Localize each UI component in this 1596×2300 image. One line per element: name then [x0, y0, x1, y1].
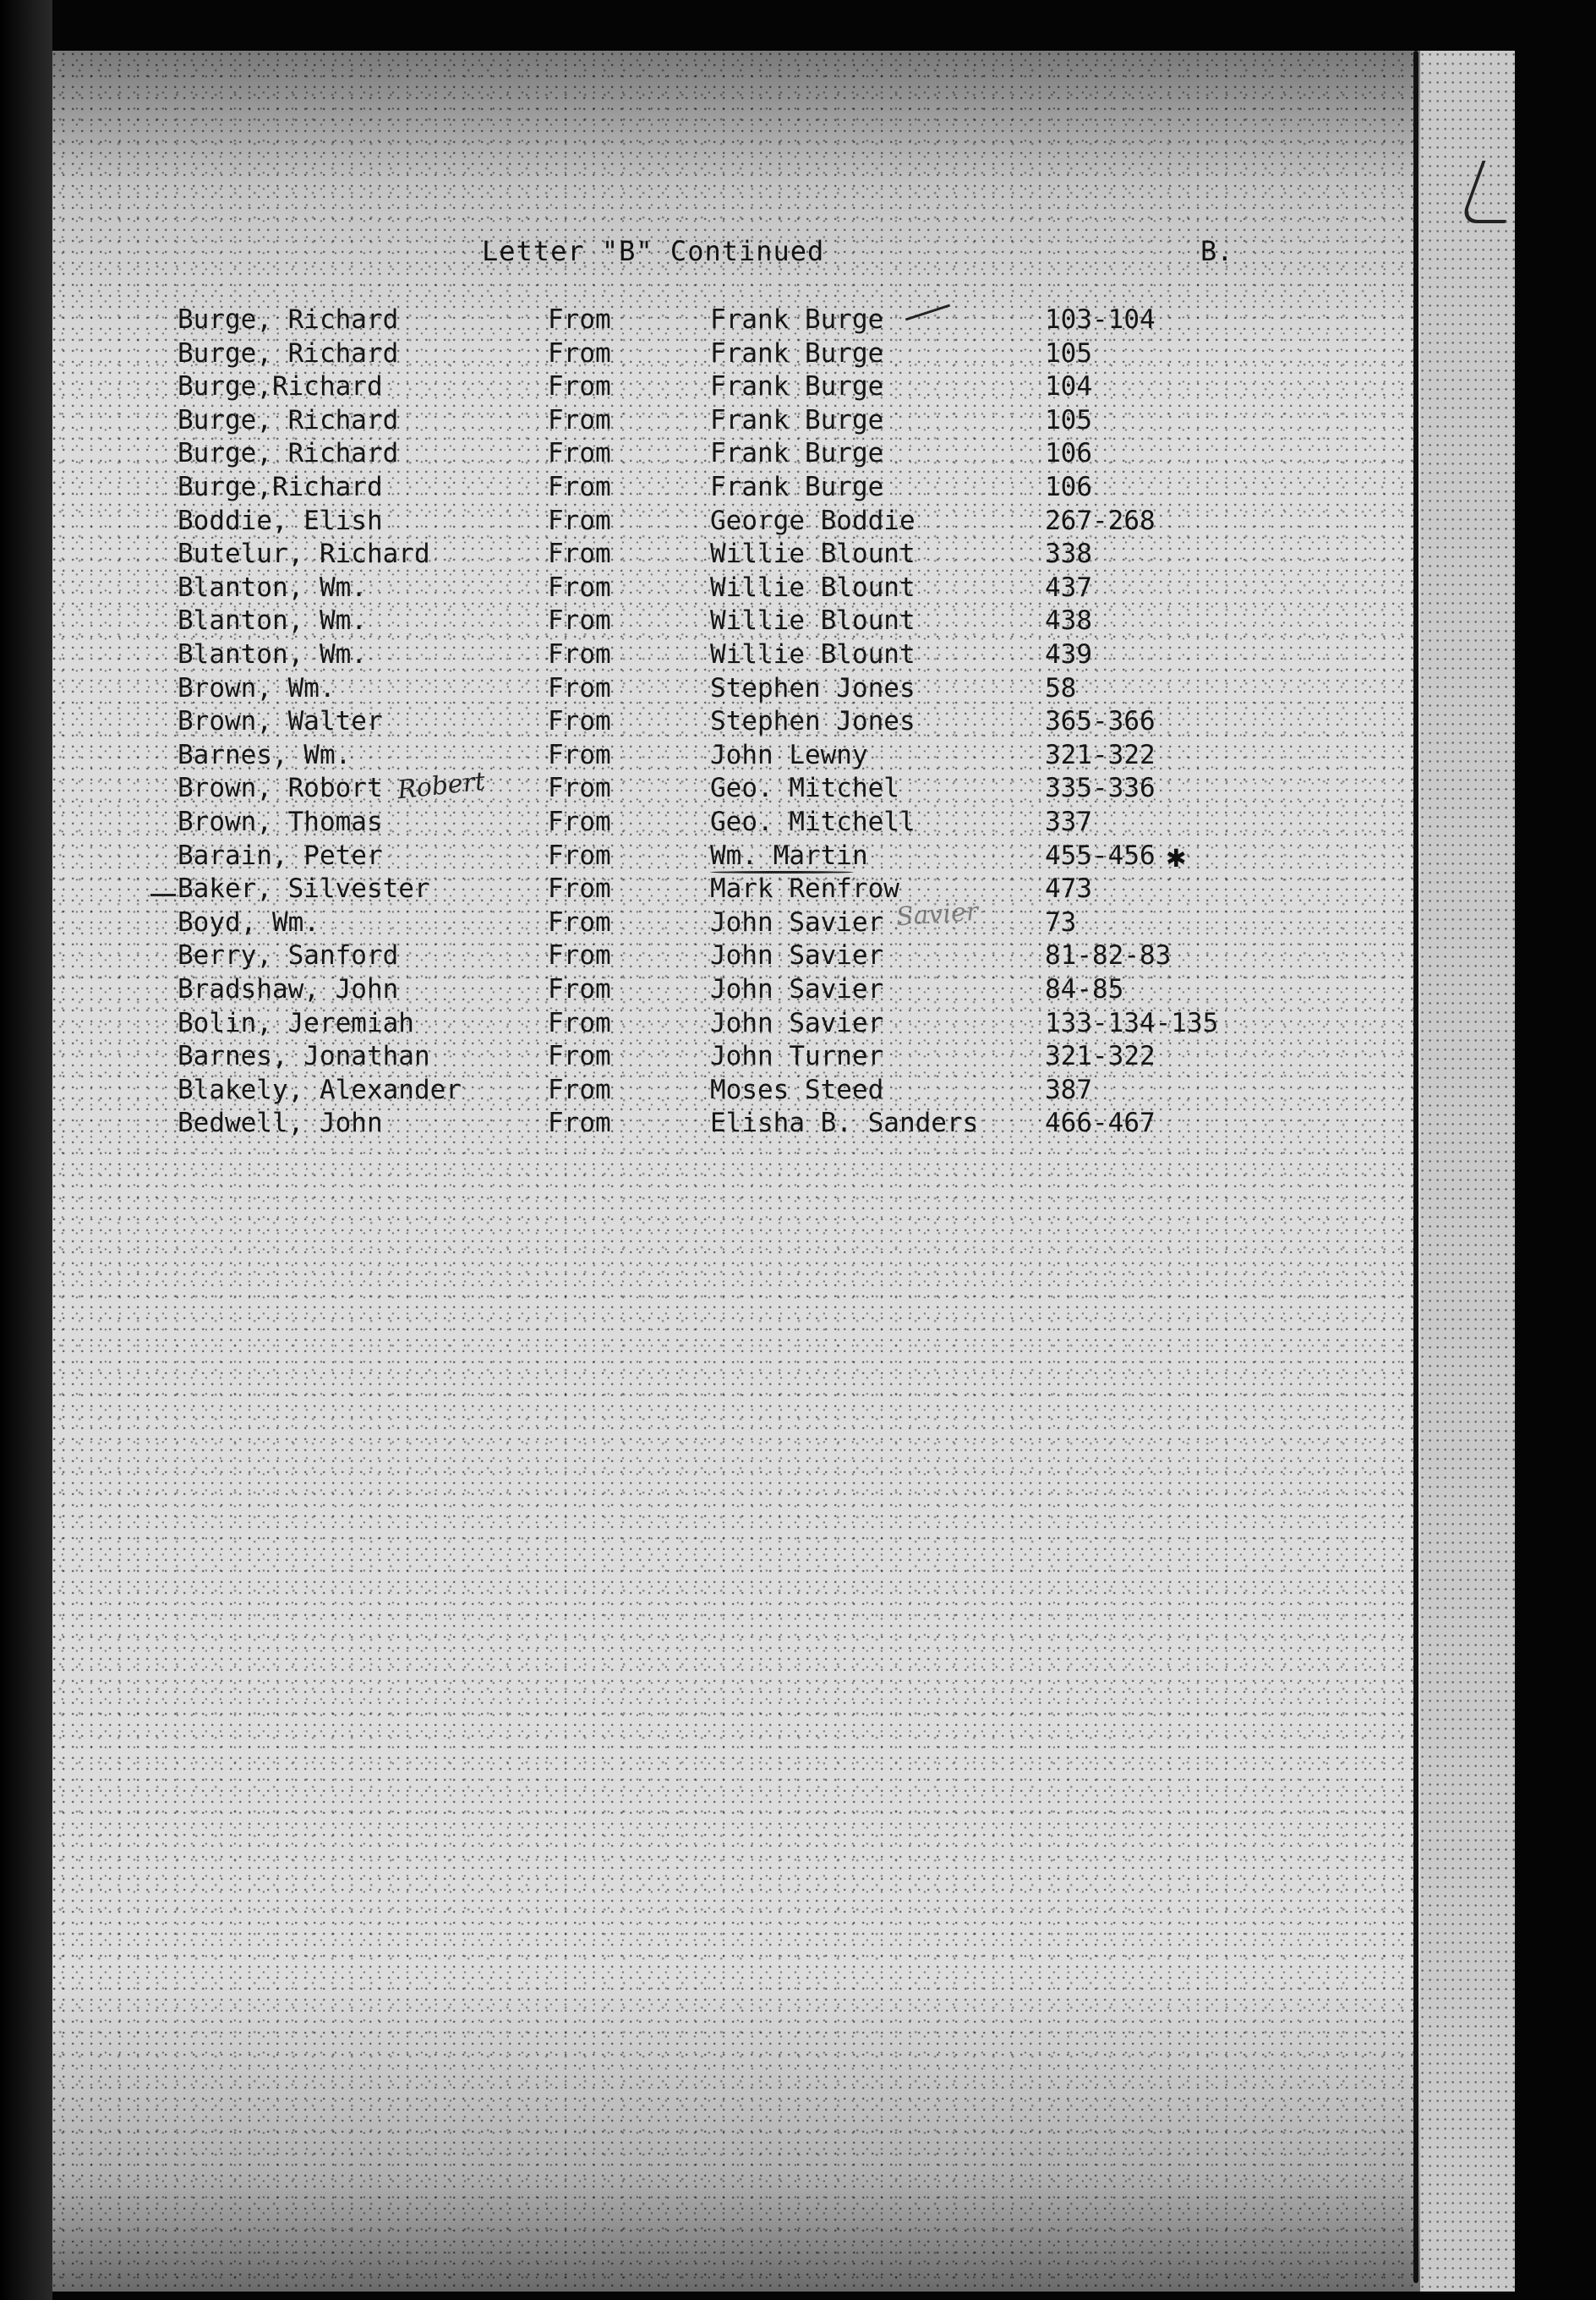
entry-pages: 133-134-135: [1045, 1007, 1219, 1038]
entry-source: Stephen Jones: [710, 706, 916, 737]
entry-pages: 337: [1045, 807, 1092, 837]
list-item: [0, 906, 1437, 939]
entry-source: John Lewny: [710, 739, 868, 770]
list-item: [0, 1039, 1437, 1073]
entry-source: Willie Blount: [710, 539, 916, 570]
entry-name: Boyd, Wm.: [178, 906, 320, 938]
entry-pages: 81-82-83: [1045, 940, 1172, 972]
asterisk-mark: ✱: [1167, 837, 1186, 874]
entry-from: From: [548, 605, 611, 637]
entry-pages: 104: [1045, 371, 1092, 402]
entry-pages: 106: [1045, 438, 1092, 469]
entry-from: From: [548, 438, 611, 469]
entry-pages: 466-467: [1045, 1108, 1156, 1139]
entry-name: Burge, Richard: [178, 337, 399, 369]
list-item: [0, 370, 1437, 403]
list-item: [0, 571, 1437, 605]
entry-from: From: [548, 1041, 611, 1072]
list-item: [0, 1073, 1437, 1107]
entry-source: Frank Burge: [710, 472, 884, 502]
entry-from: From: [548, 472, 611, 502]
entry-name: Blanton, Wm.: [178, 639, 367, 670]
entry-from: From: [548, 539, 611, 570]
entry-source: Willie Blount: [710, 605, 916, 637]
entry-pages: 106: [1045, 472, 1092, 502]
entry-name: Boddie, Elish: [178, 505, 383, 536]
entry-pages: 335-336: [1045, 773, 1156, 804]
entry-from: From: [548, 572, 611, 603]
dash-mark: [150, 894, 176, 896]
entry-pages: 267-268: [1045, 505, 1156, 536]
entry-pages: 84-85: [1045, 974, 1124, 1005]
entry-pages: 103-104: [1045, 304, 1156, 335]
entry-source: Elisha B. Sanders: [710, 1108, 979, 1139]
list-item: [0, 537, 1437, 571]
list-item: [0, 738, 1437, 772]
entry-source: Frank Burge: [710, 438, 884, 469]
page-letter: B.: [1200, 235, 1233, 267]
entry-from: From: [548, 1007, 611, 1038]
entry-from: From: [548, 840, 611, 871]
entry-pages: 387: [1045, 1074, 1092, 1105]
entry-name: Blakely, Alexander: [178, 1074, 462, 1105]
list-item: [0, 403, 1437, 437]
entry-name: Berry, Sanford: [178, 940, 399, 972]
entry-pages: 105: [1045, 337, 1092, 369]
entry-from: From: [548, 807, 611, 837]
entry-pages: 321-322: [1045, 739, 1156, 770]
entry-source: Geo. Mitchell: [710, 807, 916, 837]
entry-source: John Savier: [710, 1007, 884, 1038]
entry-from: From: [548, 639, 611, 670]
entry-name: Bedwell, John: [178, 1108, 383, 1139]
list-item: [0, 872, 1437, 906]
entry-pages: 455-456: [1045, 840, 1156, 871]
entry-from: From: [548, 371, 611, 402]
handwritten-note-robert: Robert: [396, 766, 487, 806]
list-item: [0, 1006, 1437, 1040]
entry-name: Bradshaw, John: [178, 974, 399, 1005]
entry-source: John Savier: [710, 974, 884, 1005]
entry-name: Burge,Richard: [178, 371, 383, 402]
entry-name: Brown, Robort: [178, 773, 383, 804]
entry-from: From: [548, 906, 611, 938]
entry-pages: 321-322: [1045, 1041, 1156, 1072]
entry-source: Frank Burge: [710, 304, 884, 335]
entry-from: From: [548, 739, 611, 770]
entry-source: Geo. Mitchel: [710, 773, 899, 804]
entry-pages: 437: [1045, 572, 1092, 603]
entry-from: From: [548, 1074, 611, 1105]
entry-from: From: [548, 672, 611, 704]
entry-source: Moses Steed: [710, 1074, 884, 1105]
entry-name: Brown, Wm.: [178, 672, 336, 704]
entry-from: From: [548, 304, 611, 335]
entry-pages: 58: [1045, 672, 1077, 704]
list-item: [0, 436, 1437, 470]
entry-name: Baker, Silvester: [178, 873, 430, 905]
entry-from: From: [548, 773, 611, 804]
entry-source: George Boddie: [710, 505, 916, 536]
list-item: [0, 303, 1437, 337]
list-item: [0, 805, 1437, 839]
list-item: [0, 337, 1437, 370]
entry-name: Barnes, Jonathan: [178, 1041, 430, 1072]
list-item: [0, 1106, 1437, 1140]
entry-name: Blanton, Wm.: [178, 605, 367, 637]
list-item: [0, 671, 1437, 705]
entry-name: Burge, Richard: [178, 438, 399, 469]
entry-name: Brown, Walter: [178, 706, 383, 737]
entry-pages: 365-366: [1045, 706, 1156, 737]
entry-from: From: [548, 505, 611, 536]
entry-from: From: [548, 873, 611, 905]
entry-name: Blanton, Wm.: [178, 572, 367, 603]
entry-name: Bolin, Jeremiah: [178, 1007, 414, 1038]
list-item: [0, 604, 1437, 638]
list-item: [0, 939, 1437, 972]
entry-name: Brown, Thomas: [178, 807, 383, 837]
entry-pages: 473: [1045, 873, 1092, 905]
entry-source: Frank Burge: [710, 371, 884, 402]
entry-source: John Savier: [710, 940, 884, 972]
entry-pages: 73: [1045, 906, 1077, 938]
entry-source: Frank Burge: [710, 404, 884, 435]
entry-name: Burge,Richard: [178, 472, 383, 502]
list-item: [0, 704, 1437, 738]
entry-pages: 338: [1045, 539, 1092, 570]
entry-source: John Savier: [710, 906, 884, 938]
entry-pages: 439: [1045, 639, 1092, 670]
underline-mark: [710, 871, 854, 873]
entry-from: From: [548, 940, 611, 972]
entry-pages: 105: [1045, 404, 1092, 435]
entry-from: From: [548, 974, 611, 1005]
entry-name: Barnes, Wm.: [178, 739, 352, 770]
entry-source: Mark Renfrow: [710, 873, 899, 905]
list-item: [0, 771, 1437, 805]
entry-source: Frank Burge: [710, 337, 884, 369]
list-item: [0, 972, 1437, 1006]
list-item: [0, 839, 1437, 873]
entry-from: From: [548, 337, 611, 369]
entry-name: Burge, Richard: [178, 304, 399, 335]
entry-source: Willie Blount: [710, 572, 916, 603]
entry-source: Wm. Martin: [710, 840, 868, 871]
entry-source: John Turner: [710, 1041, 884, 1072]
page-title: Letter "B" Continued: [482, 235, 825, 267]
entry-from: From: [548, 404, 611, 435]
list-item: [0, 504, 1437, 538]
list-item: [0, 638, 1437, 671]
entry-pages: 438: [1045, 605, 1092, 637]
handwritten-note-savier: Savier: [894, 896, 980, 933]
entry-source: Stephen Jones: [710, 672, 916, 704]
entry-name: Butelur, Richard: [178, 539, 430, 570]
entry-name: Burge, Richard: [178, 404, 399, 435]
entry-from: From: [548, 706, 611, 737]
entry-from: From: [548, 1108, 611, 1139]
entry-name: Barain, Peter: [178, 840, 383, 871]
list-item: [0, 470, 1437, 504]
entry-source: Willie Blount: [710, 639, 916, 670]
